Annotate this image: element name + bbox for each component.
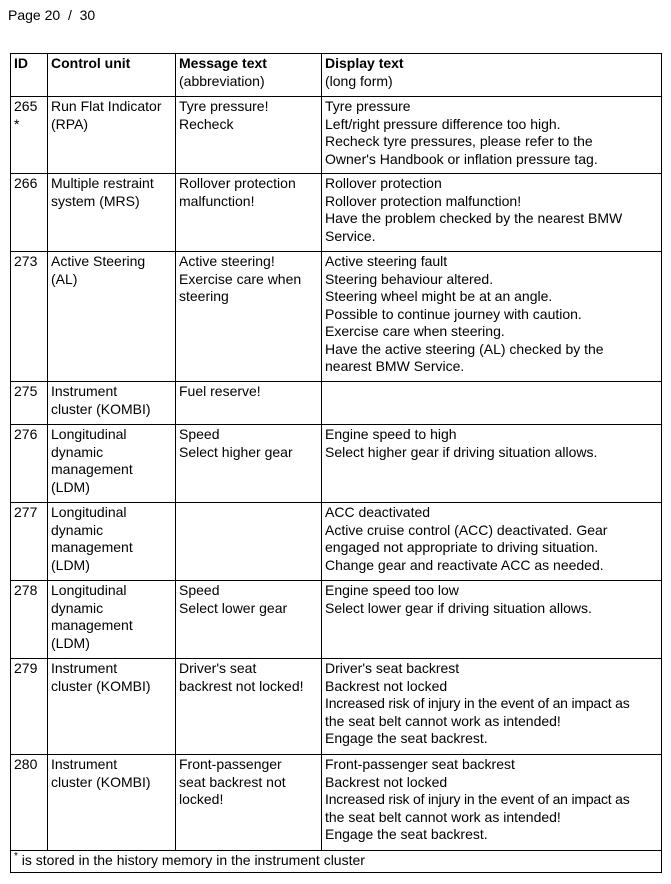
table-body — [11, 97, 662, 851]
header-control-unit-title: Control unit — [51, 55, 131, 71]
cell-display-text — [322, 425, 662, 503]
cell-line: 266 — [14, 175, 38, 191]
cell-line: Front-passenger seat backrest — [325, 756, 515, 772]
cell-display-text — [322, 252, 662, 382]
cell-id — [11, 425, 48, 503]
cell-control-unit — [48, 581, 176, 659]
cell-line: Possible to continue journey with caution. — [325, 305, 582, 322]
table-row — [11, 97, 662, 174]
cell-line: Have the active steering (AL) checked by the — [325, 340, 604, 357]
header-display-title: Display text — [325, 55, 404, 71]
cell-id — [11, 382, 48, 425]
cell-line: engaged not appropriate to driving situation. — [325, 539, 599, 555]
cell-line: management — [51, 617, 133, 633]
cell-line: backrest not locked! — [179, 677, 304, 694]
footnote-mark: * — [14, 851, 18, 862]
cell-line: cluster (KOMBI) — [51, 773, 151, 790]
cell-display-text — [322, 581, 662, 659]
cell-line: Owner's Handbook or inflation pressure tag. — [325, 150, 598, 167]
table-row — [11, 503, 662, 581]
cell-line: cluster (KOMBI) — [51, 677, 151, 694]
cell-line: Backrest not locked — [325, 773, 448, 790]
cell-line: Multiple restraint — [51, 175, 154, 191]
cell-line: Speed — [179, 582, 220, 598]
cell-control-unit — [48, 252, 176, 382]
cell-line: seat backrest not — [179, 773, 286, 790]
header-message-text — [176, 54, 322, 97]
cell-line: Front-passenger — [179, 756, 282, 772]
cell-line: Instrument — [51, 660, 118, 676]
header-display-text — [322, 54, 662, 97]
cell-line: cluster (KOMBI) — [51, 400, 151, 417]
cell-line: 273 — [14, 253, 38, 269]
table-row — [11, 659, 662, 755]
cell-line: (AL) — [51, 270, 78, 287]
cell-line: Recheck — [179, 115, 234, 132]
cell-control-unit — [48, 382, 176, 425]
cell-line: Increased risk of injury in the event of an impact as — [325, 695, 630, 711]
cell-line: Engage the seat backrest. — [325, 730, 488, 746]
footnote — [11, 851, 662, 873]
cell-message-text — [176, 503, 322, 581]
header-message-title: Message text — [179, 55, 267, 71]
cell-line: locked! — [179, 791, 224, 807]
cell-line: Rollover protection — [325, 175, 442, 191]
header-id — [11, 54, 48, 97]
header-id-title: ID — [14, 55, 28, 71]
cell-line: Fuel reserve! — [179, 383, 261, 399]
cell-control-unit — [48, 425, 176, 503]
cell-control-unit — [48, 503, 176, 581]
cell-line: Select lower gear — [179, 599, 288, 616]
cell-line: (LDM) — [51, 634, 90, 651]
cell-line: Exercise care when — [179, 270, 302, 287]
cell-line: (RPA) — [51, 115, 89, 132]
header-control-unit — [48, 54, 176, 97]
cell-line: Steering behaviour altered. — [325, 270, 494, 287]
cell-line: Speed — [179, 426, 220, 442]
cell-line: Left/right pressure difference too high. — [325, 115, 561, 132]
cell-display-text — [322, 382, 662, 425]
cell-line: Longitudinal — [51, 504, 127, 520]
cell-line: dynamic — [51, 521, 104, 538]
cell-message-text — [176, 174, 322, 252]
cell-line: 280 — [14, 756, 38, 772]
cell-line: system (MRS) — [51, 192, 140, 209]
cell-line: Instrument — [51, 756, 118, 772]
cell-line: Recheck tyre pressures, please refer to the — [325, 133, 593, 149]
cell-line: Rollover protection — [179, 175, 296, 191]
cell-line: Tyre pressure! — [179, 98, 269, 114]
cell-message-text — [176, 425, 322, 503]
cell-line: 265 — [14, 98, 38, 114]
cell-line: the seat belt cannot work as intended! — [325, 712, 561, 729]
cell-line: Longitudinal — [51, 582, 127, 598]
cell-line: 277 — [14, 504, 38, 520]
cell-line: dynamic — [51, 599, 104, 616]
cell-line: Driver's seat — [179, 660, 257, 676]
cell-id — [11, 581, 48, 659]
cell-line: management — [51, 539, 133, 555]
cell-id — [11, 97, 48, 174]
table-header-row — [11, 54, 662, 97]
footnote-text: is stored in the history memory in the instrument cluster — [17, 852, 365, 868]
cell-line: 275 — [14, 383, 38, 399]
header-message-subtitle: (abbreviation) — [179, 72, 265, 89]
cell-message-text — [176, 97, 322, 174]
cell-control-unit — [48, 755, 176, 851]
cell-line: Driver's seat backrest — [325, 660, 460, 676]
cell-line: Active steering! — [179, 253, 275, 269]
message-table — [10, 53, 662, 873]
table-row — [11, 425, 662, 503]
cell-line: management — [51, 461, 133, 477]
cell-line: 279 — [14, 660, 38, 676]
table-row — [11, 174, 662, 252]
cell-line: Increased risk of injury in the event of an impact as — [325, 791, 630, 807]
cell-line: Run Flat Indicator — [51, 98, 162, 114]
cell-display-text — [322, 659, 662, 755]
cell-message-text — [176, 755, 322, 851]
cell-line: Instrument — [51, 383, 118, 399]
cell-line: Select higher gear if driving situation allows. — [325, 443, 598, 460]
cell-line: 276 — [14, 426, 38, 442]
cell-line: Exercise care when steering. — [325, 323, 505, 339]
cell-message-text — [176, 382, 322, 425]
cell-display-text — [322, 97, 662, 174]
cell-line: malfunction! — [179, 192, 255, 209]
cell-line: Select higher gear — [179, 443, 293, 460]
cell-id — [11, 503, 48, 581]
cell-line: nearest BMW Service. — [325, 358, 465, 374]
cell-line: Have the problem checked by the nearest BMW — [325, 210, 623, 226]
cell-control-unit — [48, 97, 176, 174]
cell-line: Steering wheel might be at an angle. — [325, 288, 553, 304]
cell-id — [11, 174, 48, 252]
cell-id — [11, 659, 48, 755]
header-display-subtitle: (long form) — [325, 72, 393, 89]
cell-control-unit — [48, 659, 176, 755]
cell-line: Engine speed to high — [325, 426, 457, 442]
cell-line: ACC deactivated — [325, 504, 431, 520]
cell-line: * — [14, 115, 20, 132]
cell-line: (LDM) — [51, 556, 90, 573]
cell-line: Rollover protection malfunction! — [325, 192, 522, 209]
table-row — [11, 252, 662, 382]
cell-line: Change gear and reactivate ACC as needed. — [325, 556, 604, 573]
cell-line: 278 — [14, 582, 38, 598]
cell-line: Engage the seat backrest. — [325, 826, 488, 842]
cell-line: Active Steering — [51, 253, 146, 269]
cell-line: Service. — [325, 227, 376, 244]
cell-display-text — [322, 755, 662, 851]
cell-line: Longitudinal — [51, 426, 127, 442]
table-row — [11, 382, 662, 425]
cell-message-text — [176, 581, 322, 659]
page-number: Page 20 / 30 — [8, 7, 96, 23]
cell-line: steering — [179, 288, 229, 304]
cell-line: Select lower gear if driving situation allows. — [325, 599, 592, 616]
cell-line: the seat belt cannot work as intended! — [325, 808, 561, 825]
cell-message-text — [176, 252, 322, 382]
cell-display-text — [322, 174, 662, 252]
table-row — [11, 755, 662, 851]
cell-message-text — [176, 659, 322, 755]
cell-control-unit — [48, 174, 176, 252]
cell-line: Active steering fault — [325, 253, 448, 269]
table-row — [11, 581, 662, 659]
cell-line: Backrest not locked — [325, 677, 448, 694]
cell-display-text — [322, 503, 662, 581]
footnote-row — [11, 851, 662, 873]
cell-line: Tyre pressure — [325, 98, 411, 114]
cell-line: (LDM) — [51, 478, 90, 495]
cell-line: Engine speed too low — [325, 582, 459, 598]
cell-line: dynamic — [51, 443, 104, 460]
cell-id — [11, 252, 48, 382]
cell-line: Active cruise control (ACC) deactivated. Gear — [325, 521, 608, 538]
cell-id — [11, 755, 48, 851]
